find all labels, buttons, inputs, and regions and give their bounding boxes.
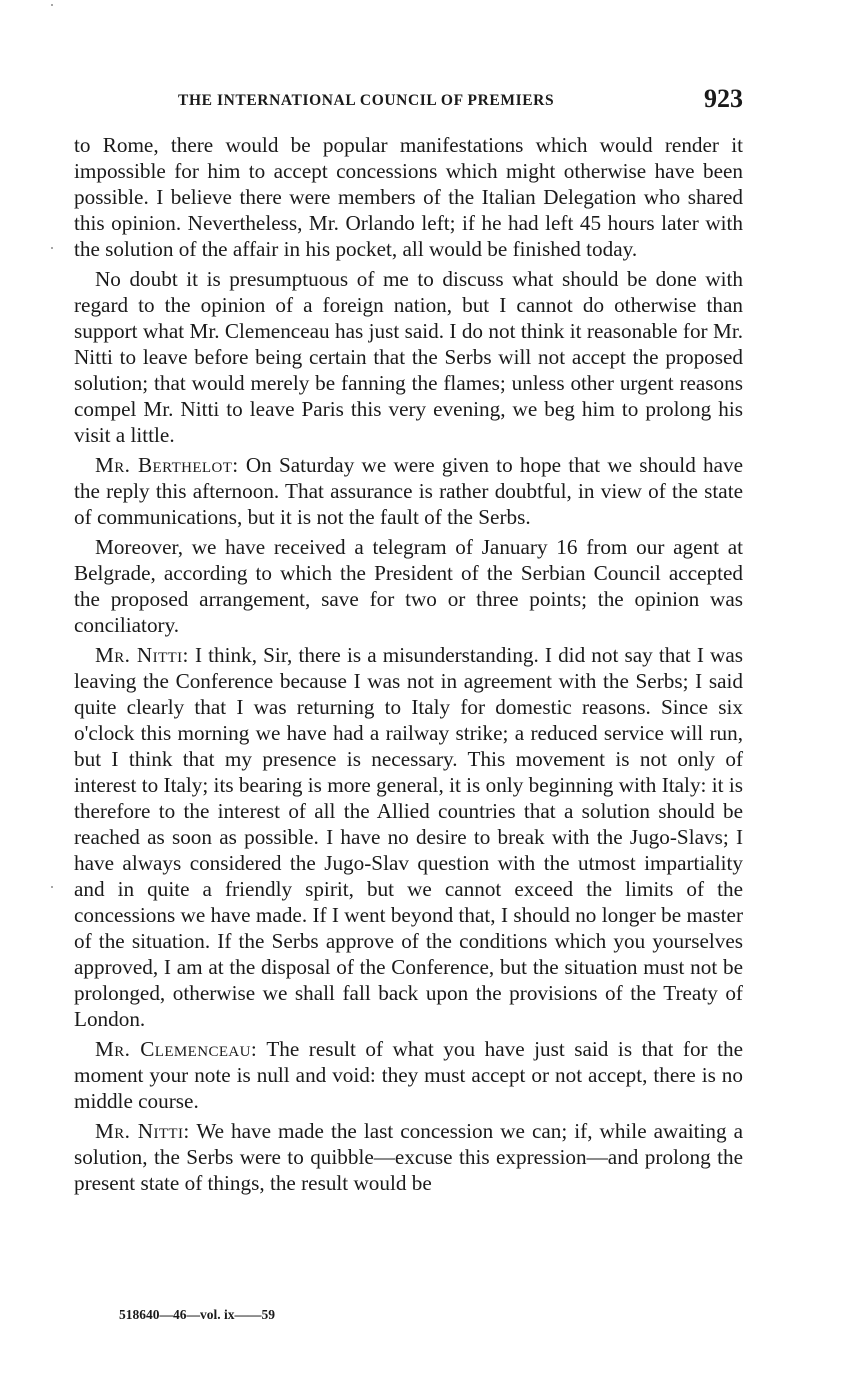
paragraph-text: No doubt it is presumptuous of me to discuss what should be done with regard to the opinion of a foreign nation, but I cannot do otherwise than support what Mr. Clemenceau has just said. I do not think it reasonable for Mr. Nitti to leave before being certain that the Serbs will not accept the proposed solution; that would merely be fanning the flames; unless other urgent reasons compel Mr. Nitti to leave Paris this very evening, we beg him to prolong his visit a little. <box>74 267 743 447</box>
print-code-footer: 518640—46—vol. ix——59 <box>119 1307 276 1322</box>
paragraph-text: I think, Sir, there is a misunderstanding. I did not say that I was leaving the Conference because I was not in agreement with the Serbs; I said quite clearly that I was returning to Italy for domestic reasons. Since six o'clock this morning we have had a railway strike; a reduced service will run, but I think that my presence is necessary. This movement is not only of interest to Italy; its bearing is more general, it is only beginning with Italy: it is therefore to the interest of all the Allied countries that a solution should be reached as soon as possible. I have no desire to break with the Jugo-Slavs; I have always considered the Jugo-Slav question with the utmost impartiality and in quite a friendly spirit, but we cannot exceed the limits of the concessions we have made. If I went beyond that, I should no longer be master of the situation. If the Serbs approve of the conditions which you yourselves approved, I am at the disposal of the Conference, but the situation must not be prolonged, otherwise we shall fall back upon the provisions of the Treaty of London. <box>74 643 743 1031</box>
margin-mark <box>51 4 53 6</box>
speaker-name: Mr. Nitti: <box>95 643 189 667</box>
paragraph-text: to Rome, there would be popular manifestations which would render it impossible for him to accept concessions which might otherwise have been possible. I believe there were members of the Italian Delegation who shared this opinion. Nevertheless, Mr. Orlando left; if he had left 45 hours later with the solution of the affair in his pocket, all would be finished today. <box>74 133 743 261</box>
speaker-name: Mr. Berthelot: <box>95 453 239 477</box>
paragraph <box>74 642 743 1032</box>
page-number: 923 <box>704 84 743 113</box>
paragraph-text: The result of what you have just said is that for the moment your note is null and void: they must accept or not accept, there is no middle course. <box>74 1037 744 1113</box>
body-text <box>74 132 743 1200</box>
paragraph <box>74 1036 743 1114</box>
running-head: THE INTERNATIONAL COUNCIL OF PREMIERS <box>178 92 555 109</box>
speaker-name: Mr. Nitti: <box>95 1119 190 1143</box>
paragraph <box>74 266 743 448</box>
paragraph-text: On Saturday we were given to hope that we should have the reply this afternoon. That assurance is rather doubtful, in view of the state of communications, but it is not the fault of the Serbs. <box>74 453 744 529</box>
margin-mark <box>51 886 53 888</box>
page-header <box>74 84 743 120</box>
paragraph <box>74 534 743 638</box>
margin-mark <box>51 247 53 249</box>
paragraph <box>74 452 743 530</box>
paragraph <box>74 1118 743 1196</box>
speaker-name: Mr. Clemenceau: <box>95 1037 258 1061</box>
paragraph-text: We have made the last concession we can; if, while awaiting a solution, the Serbs were to quibble—excuse this expression—and prolong the present state of things, the result would be <box>74 1119 743 1195</box>
paragraph-text: Moreover, we have received a telegram of January 16 from our agent at Belgrade, according to which the President of the Serbian Council accepted the proposed arrangement, save for two or three points; the opinion was conciliatory. <box>74 535 743 637</box>
paragraph <box>74 132 743 262</box>
